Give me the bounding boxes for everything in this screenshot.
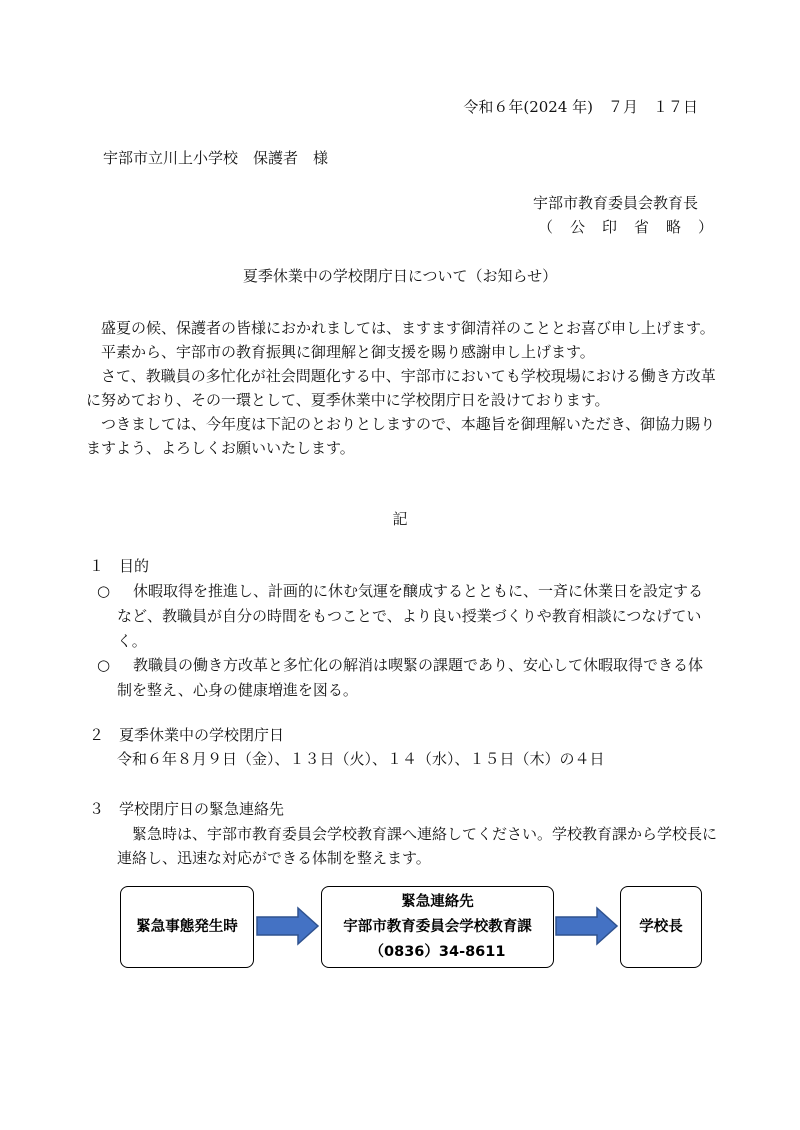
section-2-heading: ２ 夏季休業中の学校閉庁日 bbox=[89, 726, 285, 744]
paragraph-reform: さて、教職員の多忙化が社会問題化する中、宇部市においても学校現場における働き方改革に努めており、その一環として、夏季休業中に学校閉庁日を設けております。 bbox=[86, 367, 716, 409]
section-3-text: 緊急時は、宇部市教育委員会学校教育課へ連絡してください。学校教育課から学校長に連絡し、迅速な対応ができる体制を整えます。 bbox=[117, 825, 718, 867]
section-1-heading: １ 目的 bbox=[89, 557, 150, 575]
arrow-shape bbox=[257, 908, 318, 944]
paragraph-thanks: 平素から、宇部市の教育振興に御理解と御支援を賜り感謝申し上げます。 bbox=[101, 343, 595, 361]
closure-dates: 令和６年８月９日（金）、１３日（火）、１４（水）、１５日（木）の４日 bbox=[117, 750, 605, 768]
section-1-item-1 bbox=[97, 579, 717, 654]
flow-box-principal-label: 学校長 bbox=[639, 918, 683, 935]
seal-omitted-note: （ 公 印 省 略 ） bbox=[537, 218, 714, 236]
arrow-right-icon bbox=[555, 906, 619, 946]
flow-box-principal bbox=[620, 886, 702, 968]
document-date: 令和６年(2024 年) ７月 １７日 bbox=[463, 98, 698, 116]
flow-box-emergency-label: 緊急事態発生時 bbox=[136, 918, 238, 935]
flow-contact-dept: 宇部市教育委員会学校教育課 bbox=[343, 918, 532, 935]
flow-box-contact bbox=[321, 886, 554, 968]
flow-box-emergency bbox=[120, 886, 254, 968]
arrow-right-icon bbox=[256, 906, 320, 946]
recipient-line: 宇部市立川上小学校 保護者 様 bbox=[103, 149, 329, 167]
sender-title: 宇部市教育委員会教育長 bbox=[532, 194, 698, 212]
section-1-item-2 bbox=[97, 653, 717, 703]
section-3-heading: ３ 学校閉庁日の緊急連絡先 bbox=[89, 800, 285, 818]
section-1-item-1-text: 休暇取得を推進し、計画的に休む気運を醸成するとともに、一斉に休業日を設定するなど、教職員が自分の時間をもつことで、より良い授業づくりや教育相談につなげていく。 bbox=[117, 582, 704, 650]
circle-bullet-icon: ○ bbox=[97, 582, 111, 600]
flow-contact-phone: （0836）34-8611 bbox=[369, 943, 506, 960]
paragraph-greeting: 盛夏の候、保護者の皆様におかれましては、ますます御清祥のこととお喜び申し上げます。 bbox=[101, 319, 715, 337]
document-title: 夏季休業中の学校閉庁日について（お知らせ） bbox=[242, 267, 558, 285]
circle-bullet-icon: ○ bbox=[97, 656, 111, 674]
arrow-shape bbox=[556, 908, 617, 944]
section-1-item-2-text: 教職員の働き方改革と多忙化の解消は喫緊の課題であり、安心して休暇取得できる体制を整え、心身の健康増進を図る。 bbox=[117, 656, 704, 699]
paragraph-request: つきましては、今年度は下記のとおりとしますので、本趣旨を御理解いただき、御協力賜りますよう、よろしくお願いいたします。 bbox=[86, 415, 716, 457]
flow-contact-title: 緊急連絡先 bbox=[401, 893, 474, 910]
body-paragraphs bbox=[86, 316, 718, 460]
ki-heading: 記 bbox=[392, 510, 408, 528]
